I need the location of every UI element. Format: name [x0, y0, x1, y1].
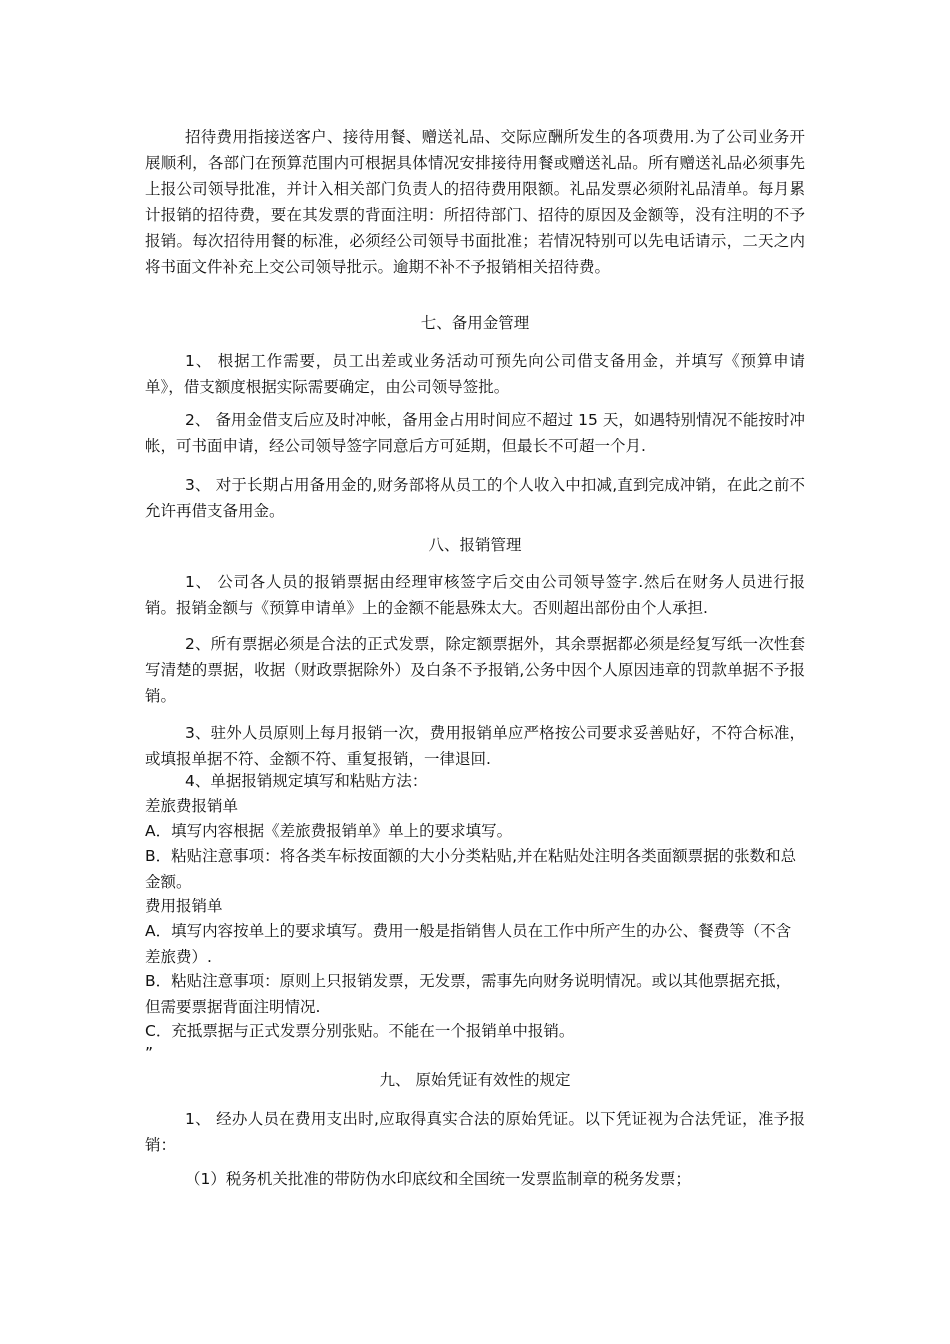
travel-form-rule-a: A．填写内容根据《差旅费报销单》单上的要求填写。 [145, 822, 513, 840]
section-8-title: 八、报销管理 [428, 536, 522, 554]
travel-form-rule-b: B．粘贴注意事项：将各类车标按面额的大小分类粘贴,并在粘贴处注明各类面额票据的张数和总金额。 [145, 847, 797, 891]
section-8-item-1: 1、 公司各人员的报销票据由经理审核签字后交由公司领导签字.然后在财务人员进行报销。报销金额与《预算申请单》上的金额不能悬殊太大。否则超出部份由个人承担. [145, 573, 805, 617]
expense-form-rule-c: C．充抵票据与正式发票分别张贴。不能在一个报销单中报销。 [145, 1022, 575, 1040]
section-8-item-3: 3、驻外人员原则上每月报销一次，费用报销单应严格按公司要求妥善贴好，不符合标准，或填报单据不符、金额不符、重复报销，一律退回. [145, 724, 805, 768]
section-7-item-1: 1、 根据工作需要，员工出差或业务活动可预先向公司借支备用金，并填写《预算申请单》，借支额度根据实际需要确定，由公司领导签批。 [145, 352, 805, 396]
expense-form-rule-b: B．粘贴注意事项：原则上只报销发票，无发票，需事先向财务说明情况。或以其他票据充抵，但需要票据背面注明情况. [145, 972, 792, 1016]
section-7-item-3: 3、 对于长期占用备用金的,财务部将从员工的个人收入中扣减,直到完成冲销，在此之前不允许再借支备用金。 [145, 476, 805, 520]
section-9-title: 九、 原始凭证有效性的规定 [379, 1071, 571, 1089]
section-7-title: 七、备用金管理 [420, 314, 530, 332]
travel-form-title: 差旅费报销单 [145, 797, 239, 815]
section-9-subitem-1: （1）税务机关批准的带防伪水印底纹和全国统一发票监制章的税务发票； [185, 1170, 691, 1188]
section-9-item-1: 1、 经办人员在费用支出时,应取得真实合法的原始凭证。以下凭证视为合法凭证，准予报销： [145, 1110, 805, 1154]
section-8-item-4: 4、单据报销规定填写和粘贴方法： [185, 772, 428, 790]
intro-paragraph: 招待费用指接送客户、接待用餐、赠送礼品、交际应酬所发生的各项费用.为了公司业务开展顺利，各部门在预算范围内可根据具体情况安排接待用餐或赠送礼品。所有赠送礼品必须事先上报公司领导批准，并计入相关部门负责人的招待费用限额。礼品发票必须附礼品清单。每月累计报销的招待费，要在其发票的背面注明：所招待部门、招待的原因及金额等，没有注明的不予报销。每次招待用餐的标准，必须经公司领导书面批准；若情况特别可以先电话请示，二天之内将书面文件补充上交公司领导批示。逾期不补不予报销相关招待费。 [145, 128, 805, 276]
expense-form-title: 费用报销单 [145, 897, 223, 915]
section-8-item-2: 2、所有票据必须是合法的正式发票，除定额票据外，其余票据都必须是经复写纸一次性套写清楚的票据，收据（财政票据除外）及白条不予报销,公务中因个人原因违章的罚款单据不予报销。 [145, 635, 805, 705]
closing-quote-mark: ” [145, 1044, 154, 1062]
expense-form-rule-a: A．填写内容按单上的要求填写。费用一般是指销售人员在工作中所产生的办公、餐费等（不含差旅费）. [145, 922, 792, 966]
section-7-item-2: 2、 备用金借支后应及时冲帐，备用金占用时间应不超过 15 天，如遇特别情况不能按时冲帐，可书面申请，经公司领导签字同意后方可延期，但最长不可超一个月. [145, 411, 805, 455]
